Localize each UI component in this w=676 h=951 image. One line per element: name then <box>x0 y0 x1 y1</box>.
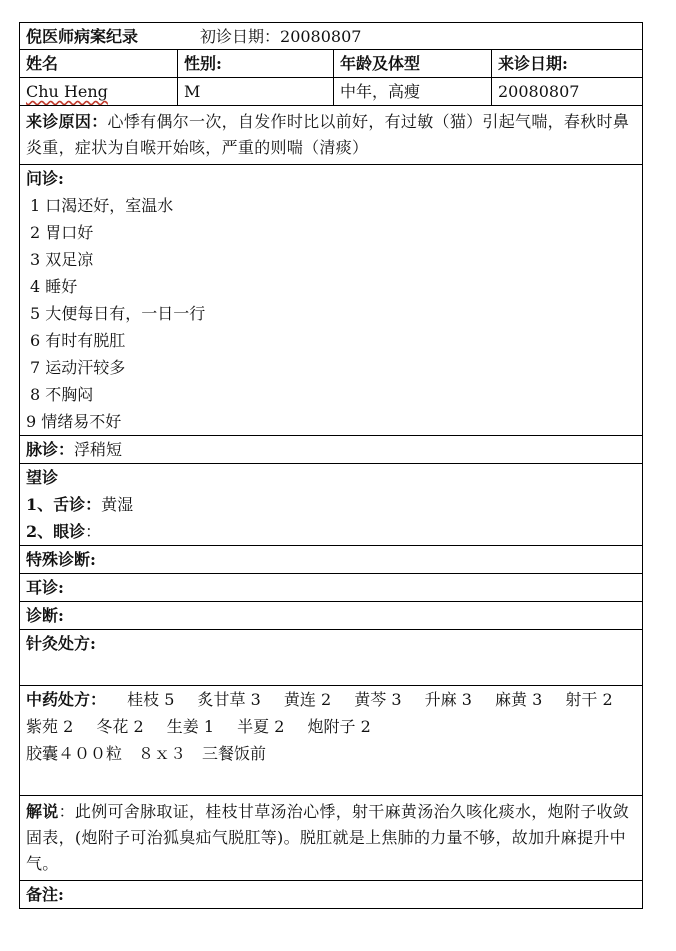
acupuncture-label: 针灸处方: <box>26 634 96 653</box>
diagnosis-row: 诊断: <box>20 602 642 630</box>
clinic-record-title: 倪医师病案纪录 <box>26 26 139 46</box>
reason-row <box>20 106 642 165</box>
observation-row <box>20 464 642 546</box>
herb-item: 黄芩 3 <box>354 690 402 709</box>
patient-name-cell <box>20 78 178 105</box>
inquiry-item-1: 1 口渴还好，室温水 <box>30 196 174 215</box>
tongue-line <box>26 491 636 518</box>
herb-item: 麻黄 3 <box>494 690 543 709</box>
acupuncture-row <box>20 630 642 686</box>
herb-item: 紫苑 2 <box>26 717 74 736</box>
inquiry-item-3: 3 双足凉 <box>30 250 94 269</box>
special-diagnosis-row: 特殊诊断: <box>20 546 642 574</box>
herb-item: 生姜 1 <box>166 717 215 736</box>
reason-label: 来诊原因： <box>26 112 108 131</box>
patient-header-row <box>20 50 642 78</box>
inquiry-item-5: 5 大便每日有，一日一行 <box>30 304 206 323</box>
age-build-header: 年龄及体型 <box>334 50 492 77</box>
herb-item: 冬花 2 <box>96 717 144 736</box>
herb-item: 半夏 2 <box>237 717 285 736</box>
herbal-blank <box>26 767 636 795</box>
title-row <box>20 23 642 50</box>
inquiry-item-6: 6 有时有脱肛 <box>30 331 126 350</box>
herb-item: 桂枝 5 <box>127 690 175 709</box>
inquiry-item-4: 4 睡好 <box>30 277 78 296</box>
herb-item: 黄连 2 <box>283 690 332 709</box>
explanation-text: ：此例可舍脉取证，桂枝甘草汤治心悸，射干麻黄汤治久咳化痰水，炮附子收敛固表，(炮附子可治狐臭疝气脱肛等)。脱肛就是上焦肺的力量不够，故加升麻提升中气。 <box>26 802 630 873</box>
herbal-line-2 <box>26 713 636 740</box>
herb-item: 升麻 3 <box>424 690 472 709</box>
medical-record-table <box>19 22 643 909</box>
explanation-row <box>20 796 642 881</box>
tongue-text: 黄湿 <box>101 495 134 514</box>
reason-text: 心悸有偶尔一次，自发作时比以前好，有过敏（猫）引起气喘，春秋时鼻炎重，症状为自喉开始咳，严重的则喘（清痰） <box>26 112 630 157</box>
pulse-label: 脉诊： <box>26 440 75 459</box>
eye-line <box>26 518 636 545</box>
visit-date-header: 来诊日期: <box>498 54 568 73</box>
patient-name: Chu Heng <box>26 82 108 101</box>
inquiry-label: 问诊: <box>26 169 64 188</box>
inquiry-row <box>20 165 642 436</box>
patient-age-build: 中年，高瘦 <box>334 78 492 105</box>
herbal-line-1 <box>26 686 636 713</box>
gender-header: 性别: <box>178 50 334 77</box>
patient-values-row <box>20 78 642 106</box>
eye-text: ： <box>85 522 102 541</box>
explanation-label: 解说 <box>26 802 59 821</box>
acupuncture-blank <box>26 657 636 685</box>
observation-label: 望诊 <box>26 468 59 487</box>
notes-row: 备注: <box>26 885 64 904</box>
inquiry-item-2: 2 胃口好 <box>30 223 94 242</box>
pulse-text: 浮稍短 <box>74 440 123 459</box>
herbal-dosage: 胶囊４００粒 ８ｘ３ 三餐饭前 <box>26 744 267 763</box>
name-header: 姓名 <box>20 50 178 77</box>
patient-gender: M <box>178 78 334 105</box>
herb-item: 炙甘草 3 <box>197 690 261 709</box>
tongue-label: 1、舌诊： <box>26 495 102 514</box>
inquiry-item-8: 8 不胸闷 <box>30 385 94 404</box>
herb-item: 射干 2 <box>565 690 613 709</box>
inquiry-item-9: 9 情绪易不好 <box>26 412 122 431</box>
herb-item: 炮附子 2 <box>307 717 371 736</box>
inquiry-item-7: 7 运动汗较多 <box>30 358 126 377</box>
herbal-label: 中药处方： <box>26 690 107 709</box>
first-visit-date: 20080807 <box>280 26 362 46</box>
eye-label: 2、眼诊 <box>26 522 86 541</box>
ear-diagnosis-row: 耳诊: <box>20 574 642 602</box>
first-visit-label: 初诊日期： <box>200 26 281 46</box>
patient-visit-date: 20080807 <box>498 82 580 101</box>
herbal-row <box>20 686 642 796</box>
pulse-row <box>20 436 642 464</box>
